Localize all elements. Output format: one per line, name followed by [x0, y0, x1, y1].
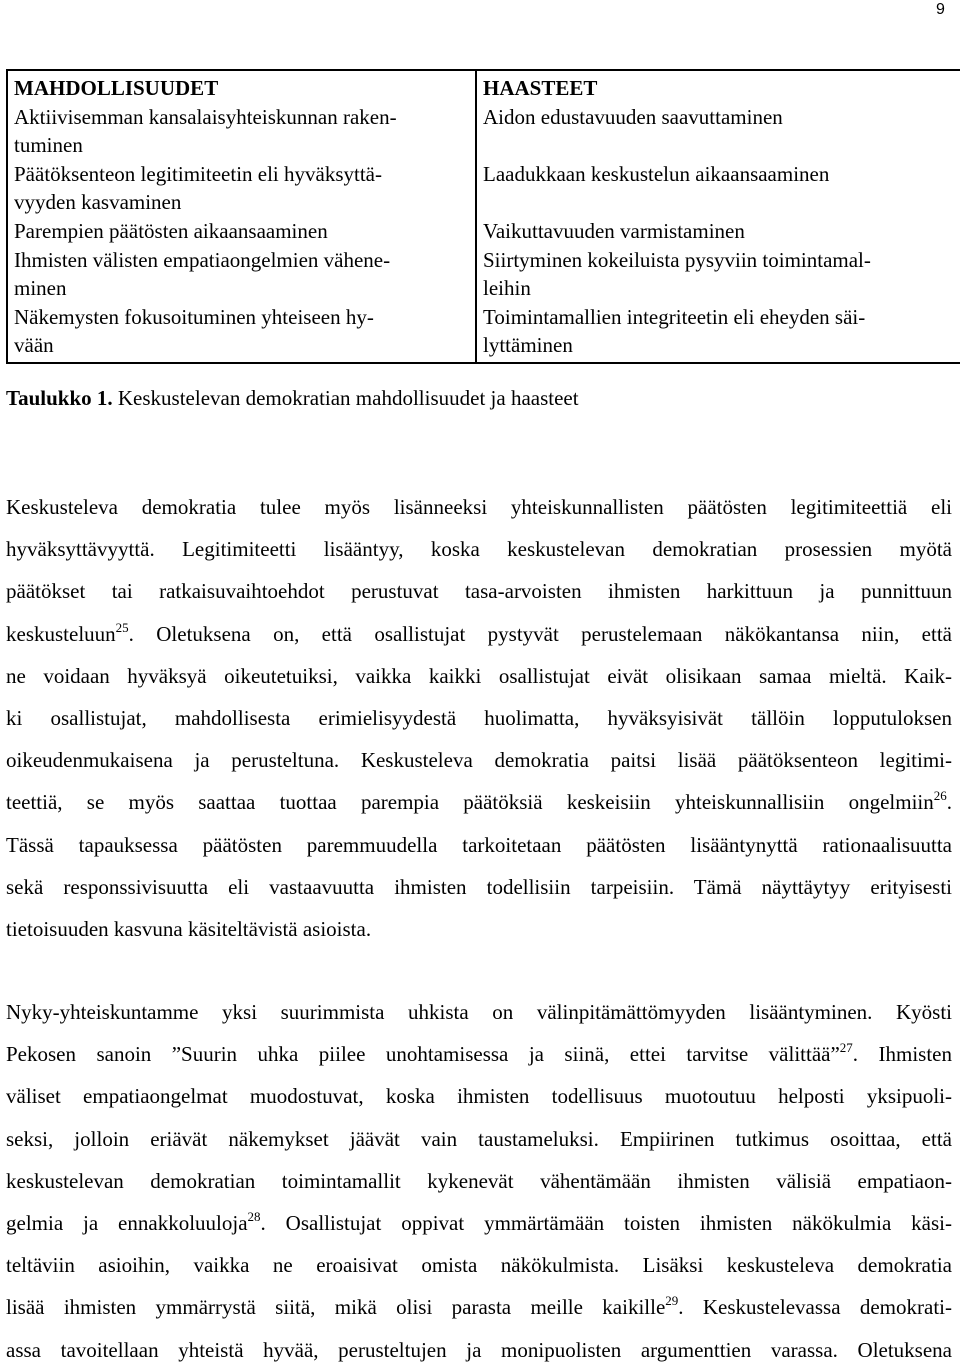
text-line [6, 866, 952, 908]
text-line [6, 908, 952, 950]
caption-text: Keskustelevan demokratian mahdollisuudet ja haasteet [112, 386, 579, 410]
text-line [6, 1202, 952, 1244]
page-number: 9 [936, 1, 945, 18]
footnote-reference: 27 [839, 1040, 853, 1056]
text-line [6, 486, 952, 528]
text-segment: ne voidaan hyväksyä oikeutetuiksi, vaikka kaikki osallistujat eivät olisikaan samaa mieltä. Kaik- [6, 663, 952, 688]
text-segment: väliset empatiaongelmat muodostuvat, koska ihmisten todellisuus muotoutuu helposti yksipuoli- [6, 1084, 952, 1109]
text-segment: . [946, 790, 952, 815]
table-caption [6, 384, 579, 412]
opportunity-line: Ihmisten välisten empatiaongelmien vähene- [14, 247, 391, 272]
text-line [6, 1329, 952, 1371]
text-line [6, 570, 952, 612]
text-line [6, 1160, 952, 1202]
opportunity-line: vään [14, 333, 54, 358]
text-segment: oikeudenmukaisena ja perusteltuna. Keskusteleva demokratia paitsi lisää päätöksenteon legitimi- [6, 748, 952, 773]
paragraph-legitimacy [6, 486, 952, 950]
footnote-reference: 29 [665, 1293, 679, 1309]
challenge-line: Aidon edustavuuden saavuttaminen [483, 104, 783, 129]
text-segment: sekä responssivisuutta eli vastaavuutta ihmisten todellisiin tarpeisiin. Tämä näyttäytyy erityisesti [6, 874, 952, 899]
text-segment: assa tavoitellaan yhteistä hyvää, perusteltujen ja monipuolisten argumenttien varassa. Oletuksena [6, 1337, 952, 1362]
opportunities-challenges-table [6, 69, 960, 364]
opportunities-cell [7, 70, 476, 363]
text-segment: lisää ihmisten ymmärrystä siitä, mikä olisi parasta meille kaikille [6, 1295, 666, 1320]
text-segment: . Oletuksena on, että osallistujat pystyvät perustelemaan näkökantansa niin, että [128, 621, 952, 646]
challenge-line: Laadukkaan keskustelun aikaansaaminen [483, 161, 830, 186]
text-line [6, 1286, 952, 1328]
opportunity-line: Aktiivisemman kansalaisyhteiskunnan raken- [14, 104, 397, 129]
opportunities-list [14, 103, 469, 360]
text-segment: päätökset tai ratkaisuvaihtoehdot perustuvat tasa-arvoisten ihmisten harkittuun ja punnittuun [6, 579, 952, 604]
text-segment: keskustelevan demokratian toimintamallit kykenevät vähentämään ihmisten välisiä empatiaon- [6, 1168, 952, 1193]
challenge-line: Siirtyminen kokeiluista pysyviin toimintamal- [483, 247, 871, 272]
opportunity-line: Parempien päätösten aikaansaaminen [14, 218, 328, 243]
text-segment: teettiä, se myös saattaa tuottaa parempia päätöksiä keskeisiin yhteiskunnallisiin ongelmiin [6, 790, 934, 815]
text-line [6, 781, 952, 823]
opportunity-line: Päätöksenteon legitimiteetin eli hyväksyttä- [14, 161, 382, 186]
text-line [6, 739, 952, 781]
text-segment: Pekosen sanoin ”Suurin uhka piilee unohtamisessa ja siinä, ettei tarvitse välittää” [6, 1042, 840, 1067]
text-segment: . Keskustelevassa demokrati- [678, 1295, 952, 1320]
text-segment: tietoisuuden kasvuna käsiteltävistä asioista. [6, 916, 372, 941]
footnote-reference: 26 [933, 788, 947, 804]
text-segment: keskusteluun [6, 621, 116, 646]
challenge-line [483, 131, 954, 160]
footnote-reference: 25 [115, 619, 129, 635]
text-segment: ki osallistujat, mahdollisesta erimielisyydestä huolimatta, hyväksyisivät tällöin lopputuloksen [6, 705, 952, 730]
text-line [6, 1075, 952, 1117]
text-line [6, 528, 952, 570]
text-segment: teltäviin asioihin, vaikka ne eroaisivat omista näkökulmista. Lisäksi keskusteleva demokratia [6, 1253, 952, 1278]
opportunity-line: vyyden kasvaminen [14, 190, 182, 215]
opportunities-header: MAHDOLLISUUDET [14, 76, 219, 100]
text-segment: Nyky-yhteiskuntamme yksi suurimmista uhkista on välinpitämättömyyden lisääntyminen. Kyösti [6, 1000, 952, 1024]
challenge-line: Vaikuttavuuden varmistaminen [483, 218, 745, 243]
text-line [6, 697, 952, 739]
text-line [6, 991, 952, 1033]
text-line [6, 1033, 952, 1075]
challenges-header: HAASTEET [483, 76, 598, 100]
text-line [6, 824, 952, 866]
opportunity-line: tuminen [14, 133, 83, 158]
text-segment: . Ihmisten [852, 1042, 952, 1067]
text-segment: . Osallistujat oppivat ymmärtämään toisten ihmisten näkökulmia käsi- [260, 1210, 952, 1235]
challenge-line: Toimintamallien integriteetin eli eheyden säi- [483, 304, 866, 329]
challenges-list [483, 103, 954, 360]
text-segment: hyväksyttävyyttä. Legitimiteetti lisääntyy, koska keskustelevan demokratian prosessien myötä [6, 537, 952, 562]
text-line [6, 613, 952, 655]
text-line [6, 655, 952, 697]
text-line [6, 1244, 952, 1286]
footnote-reference: 28 [247, 1208, 261, 1224]
caption-label: Taulukko 1. [6, 386, 113, 410]
challenge-line: leihin [483, 276, 531, 301]
paragraph-empathy [6, 991, 952, 1371]
challenge-line: lyttäminen [483, 333, 573, 358]
text-line [6, 1118, 952, 1160]
opportunity-line: minen [14, 276, 67, 301]
text-segment: Keskusteleva demokratia tulee myös lisänneeksi yhteiskunnallisten päätösten legitimiteettiä eli [6, 495, 952, 519]
challenge-line [483, 188, 954, 217]
opportunity-line: Näkemysten fokusoituminen yhteiseen hy- [14, 304, 374, 329]
text-segment: seksi, jolloin eriävät näkemykset jäävät vain taustameluksi. Empiirinen tutkimus osoittaa, että [6, 1126, 952, 1151]
challenges-cell [476, 70, 960, 363]
text-segment: Tässä tapauksessa päätösten paremmuudella tarkoitetaan päätösten lisääntynyttä rationaalisuutta [6, 832, 952, 857]
text-segment: gelmia ja ennakkoluuloja [6, 1210, 248, 1235]
